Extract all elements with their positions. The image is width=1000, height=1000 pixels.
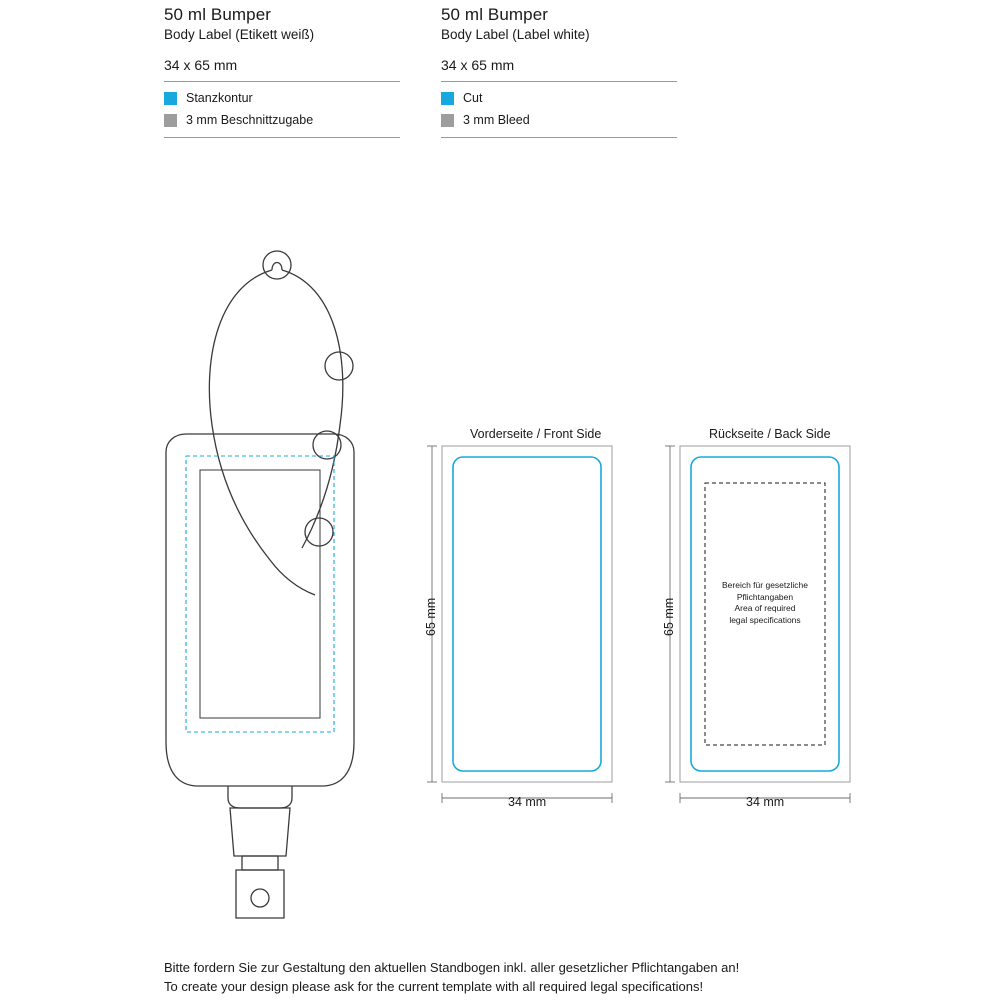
header-block-en bbox=[441, 4, 677, 138]
legend-label-cut-de: Stanzkontur bbox=[186, 91, 253, 105]
legend-label-cut-en: Cut bbox=[463, 91, 483, 105]
bottle-technical-drawing bbox=[150, 170, 410, 935]
legal-area-line-2: Pflichtangaben bbox=[736, 591, 794, 602]
legend-de bbox=[164, 89, 400, 130]
divider-bottom-en bbox=[441, 137, 677, 138]
legal-area-text bbox=[705, 580, 825, 626]
footer-line-de: Bitte fordern Sie zur Gestaltung den aktuellen Standbogen inkl. aller gesetzlicher Pflichtangaben an! bbox=[164, 960, 740, 975]
back-width-dimension: 34 mm bbox=[746, 795, 785, 809]
legend-en bbox=[441, 89, 677, 130]
legend-item-cut-de bbox=[164, 89, 400, 108]
label-area-bottle bbox=[200, 470, 320, 718]
cut-swatch-icon bbox=[164, 92, 177, 105]
legal-area-line-4: legal specifications bbox=[729, 614, 801, 625]
divider-top-en bbox=[441, 81, 677, 82]
product-title-en: 50 ml Bumper bbox=[441, 5, 549, 24]
divider-top-de bbox=[164, 81, 400, 82]
legend-item-bleed-en bbox=[441, 111, 677, 130]
footer-note bbox=[164, 958, 864, 996]
front-bleed-rect bbox=[442, 446, 612, 782]
legend-item-cut-en bbox=[441, 89, 677, 108]
bleed-swatch-icon bbox=[441, 114, 454, 127]
header-block-de bbox=[164, 4, 400, 138]
back-panel-caption: Rückseite / Back Side bbox=[709, 427, 831, 441]
front-width-dimension: 34 mm bbox=[508, 795, 547, 809]
legal-area-line-3: Area of required bbox=[734, 603, 796, 613]
product-subtitle-en: Body Label (Label white) bbox=[441, 27, 590, 42]
footer-line-en: To create your design please ask for the current template with all required legal specifications! bbox=[164, 979, 704, 994]
legend-item-bleed-de bbox=[164, 111, 400, 130]
front-side-panel bbox=[410, 440, 640, 820]
bleed-swatch-icon bbox=[164, 114, 177, 127]
product-size-de: 34 x 65 mm bbox=[164, 57, 238, 73]
product-subtitle-de: Body Label (Etikett weiß) bbox=[164, 27, 315, 42]
cut-swatch-icon bbox=[441, 92, 454, 105]
product-title-de: 50 ml Bumper bbox=[164, 5, 272, 24]
divider-bottom-de bbox=[164, 137, 400, 138]
back-side-panel bbox=[648, 440, 878, 820]
legend-label-bleed-en: 3 mm Bleed bbox=[463, 113, 530, 127]
legend-label-bleed-de: 3 mm Beschnittzugabe bbox=[186, 113, 314, 127]
product-size-en: 34 x 65 mm bbox=[441, 57, 515, 73]
legal-area-line-1: Bereich für gesetzliche bbox=[722, 580, 808, 590]
front-cut-rect bbox=[453, 457, 601, 771]
front-height-dimension: 65 mm bbox=[424, 597, 438, 636]
front-panel-caption: Vorderseite / Front Side bbox=[470, 427, 602, 441]
back-height-dimension: 65 mm bbox=[662, 597, 676, 636]
